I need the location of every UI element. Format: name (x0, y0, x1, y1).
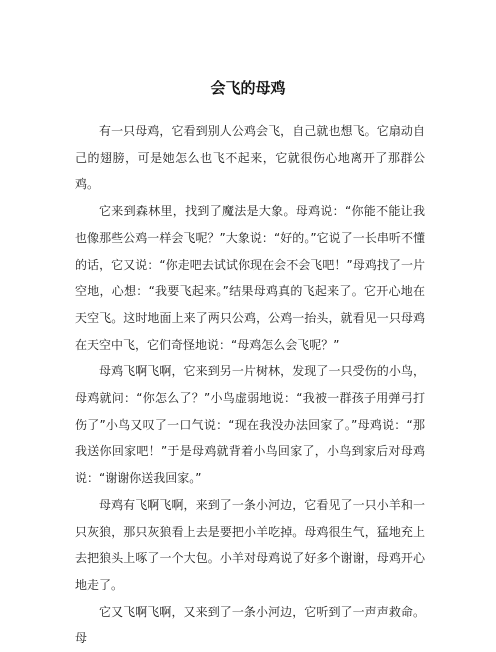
document-title: 会飞的母鸡 (210, 79, 286, 97)
paragraph-5: 它又飞啊飞啊，又来到了一条小河边，它听到了一声声救命。母 (75, 604, 425, 646)
paragraph-2: 它来到森林里，找到了魔法是大象。母鸡说：“你能不能让我也像那些公鸡一样会飞呢？”大象说：“好的。”它说了一长串听不懂的话，它又说：“你走吧去试试你现在会不会飞吧！”母鸡找了一片空地，心想：“我要飞起来。”结果母鸡真的飞起来了。它开心地在天空飞。这时地面上来了两只公鸡，公鸡一抬头，就看见一只母鸡在天空中飞，它们奇怪地说：“母鸡怎么会飞呢？” (75, 204, 425, 352)
paragraph-3: 母鸡飞啊飞啊，它来到另一片树林，发现了一只受伤的小鸟，母鸡就问：“你怎么了？”小鸟虚弱地说：“我被一群孩子用弹弓打伤了”小鸟又叹了一口气说：“现在我没办法回家了。”母鸡说：“那我送你回家吧！”于是母鸡就背着小鸟回家了，小鸟到家后对母鸡说：“谢谢你送我回家。” (75, 364, 425, 486)
document-body (75, 118, 425, 652)
paragraph-4: 母鸡有飞啊飞啊，来到了一条小河边，它看见了一只小羊和一只灰狼，那只灰狼看上去是要把小羊吃掉。母鸡很生气，猛地充上去把狼头上啄了一个大包。小羊对母鸡说了好多个谢谢，母鸡开心地走了。 (75, 497, 425, 592)
paragraph-1: 有一只母鸡，它看到别人公鸡会飞，自己就也想飞。它扇动自己的翅膀，可是她怎么也飞不起来，它就很伤心地离开了那群公鸡。 (75, 124, 425, 192)
